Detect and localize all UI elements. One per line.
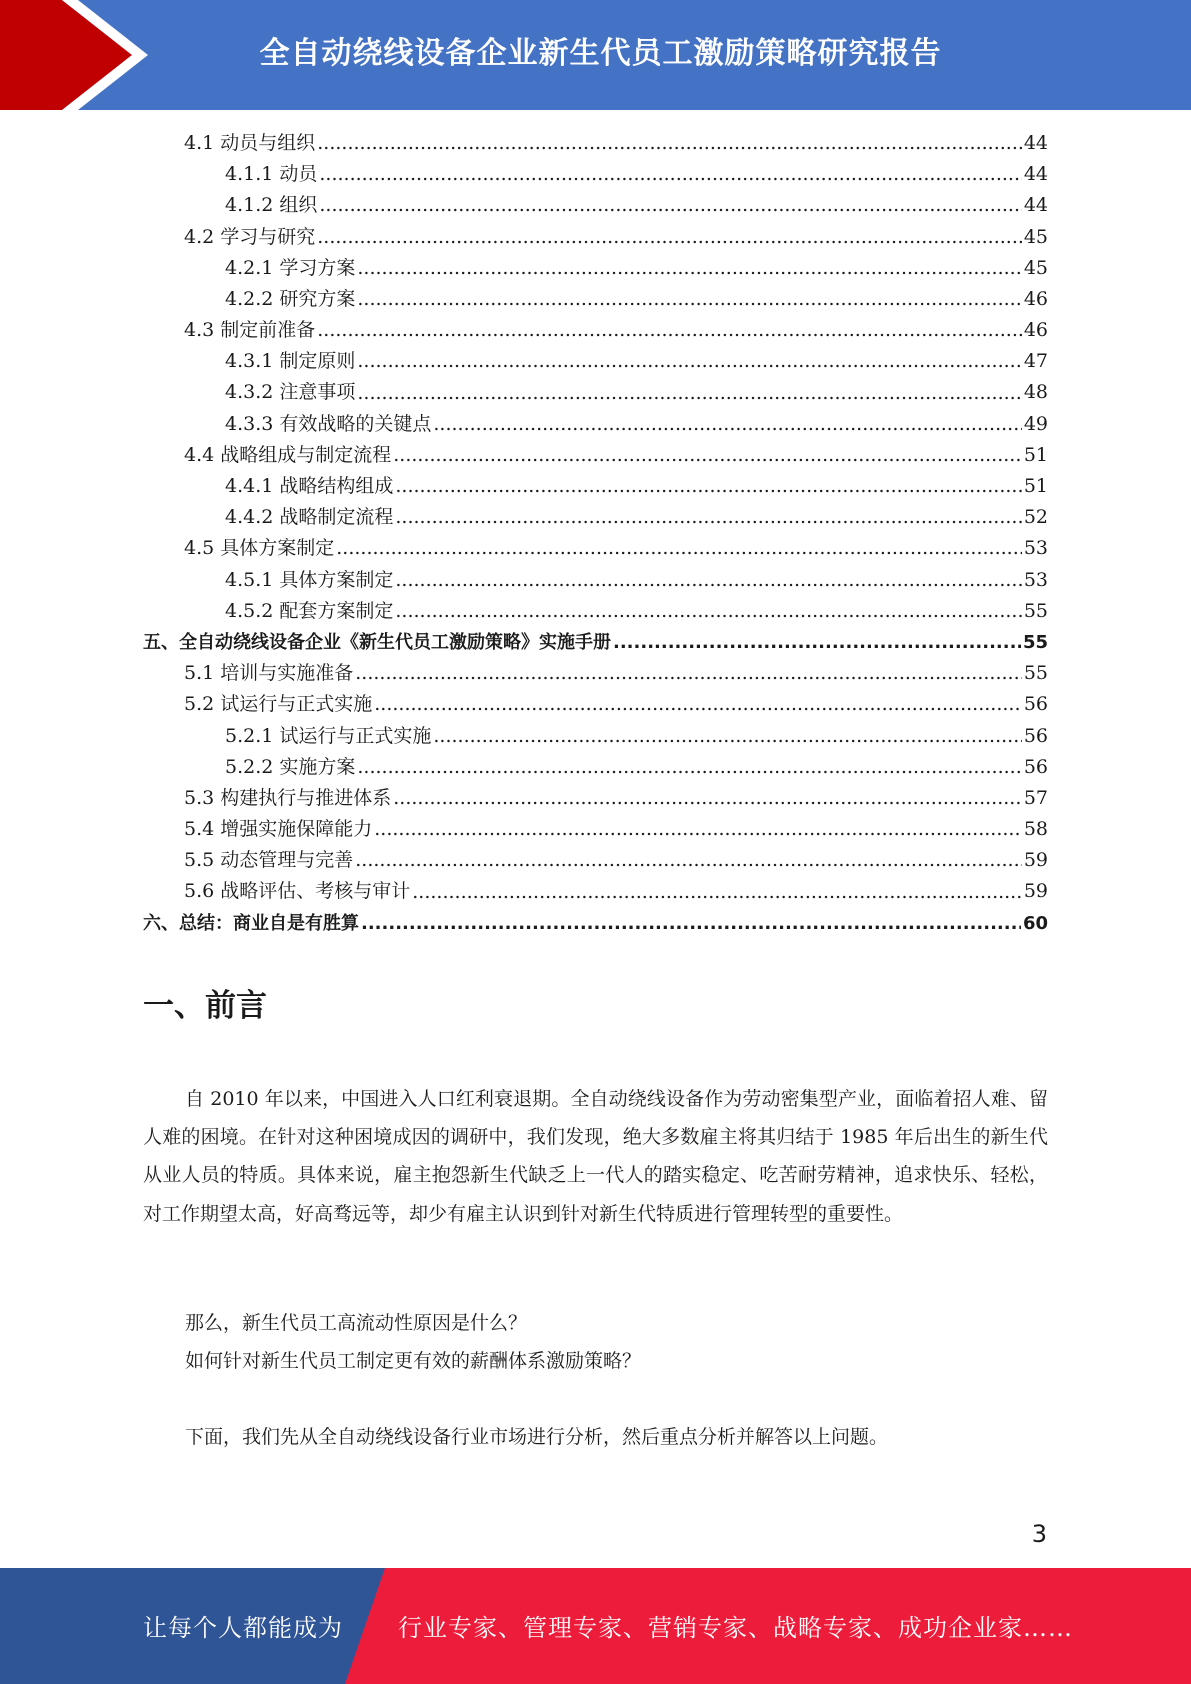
toc-dot-leader — [357, 253, 1021, 284]
toc-entry[interactable] — [143, 190, 1048, 221]
intro-paragraph: 自 2010 年以来，中国进入人口红利衰退期。全自动绕线设备作为劳动密集型产业，面临着招人难、留人难的困境。在针对这种困境成因的调研中，我们发现，绝大多数雇主将其归结于 1985 年后出生的新生代从业人员的特质。具体来说，雇主抱怨新生代缺乏上一代人的踏实稳定、吃苦耐劳精神，追求快乐、轻松，对工作期望太高，好高骛远等，却少有雇主认识到针对新生代特质进行管理转型的重要性。 — [143, 1088, 1048, 1225]
toc-entry-page: 46 — [1023, 287, 1048, 310]
toc-dot-leader — [393, 440, 1022, 471]
toc-entry-page: 49 — [1023, 412, 1048, 435]
toc-entry[interactable] — [143, 502, 1048, 533]
toc-entry[interactable] — [143, 533, 1048, 564]
toc-entry-page: 57 — [1023, 786, 1048, 809]
toc-entry[interactable] — [143, 284, 1048, 315]
toc-dot-leader — [412, 877, 1022, 908]
page-footer — [0, 1568, 1191, 1684]
question-line-1: 那么，新生代员工高流动性原因是什么？ — [185, 1312, 528, 1334]
toc-dot-leader — [613, 627, 1021, 658]
toc-entry-label: 5.6 战略评估、考核与审计 — [184, 880, 411, 903]
toc-dot-leader — [393, 783, 1022, 814]
toc-entry[interactable] — [143, 908, 1048, 939]
toc-dot-leader — [319, 159, 1021, 190]
toc-entry-label: 4.2.2 研究方案 — [225, 287, 356, 310]
toc-entry-label: 六、总结：商业自是有胜算 — [143, 912, 359, 934]
toc-entry-label: 4.1 动员与组织 — [184, 131, 316, 154]
toc-entry-label: 4.3.2 注意事项 — [225, 381, 356, 404]
toc-entry-label: 4.5 具体方案制定 — [184, 537, 335, 560]
page-header — [0, 0, 1191, 110]
toc-entry-page: 56 — [1023, 724, 1048, 747]
toc-entry-label: 4.4.2 战略制定流程 — [225, 506, 394, 529]
toc-entry-label: 4.4 战略组成与制定流程 — [184, 443, 392, 466]
footer-slogan-left: 让每个人都能成为 — [143, 1614, 343, 1642]
transition-paragraph: 下面，我们先从全自动绕线设备行业市场进行分析，然后重点分析并解答以上问题。 — [185, 1426, 889, 1448]
question-line-2: 如何针对新生代员工制定更有效的薪酬体系激励策略？ — [185, 1350, 642, 1372]
toc-entry[interactable] — [143, 814, 1048, 845]
toc-entry-label: 4.3.1 制定原则 — [225, 350, 356, 373]
toc-entry-page: 56 — [1023, 693, 1048, 716]
toc-entry-page: 60 — [1022, 912, 1048, 934]
toc-dot-leader — [357, 346, 1021, 377]
toc-entry-page: 55 — [1023, 662, 1048, 685]
toc-dot-leader — [395, 596, 1021, 627]
toc-entry[interactable] — [143, 721, 1048, 752]
toc-entry-page: 44 — [1023, 163, 1048, 186]
toc-dot-leader — [361, 908, 1021, 939]
toc-entry-page: 55 — [1022, 631, 1048, 653]
toc-entry-label: 5.3 构建执行与推进体系 — [184, 786, 392, 809]
toc-entry-label: 4.5.1 具体方案制定 — [225, 568, 394, 591]
toc-entry-label: 4.2.1 学习方案 — [225, 256, 356, 279]
toc-entry[interactable] — [143, 222, 1048, 253]
toc-dot-leader — [374, 689, 1022, 720]
toc-entry-label: 4.3.3 有效战略的关键点 — [225, 412, 432, 435]
toc-entry-label: 5.2.1 试运行与正式实施 — [225, 724, 432, 747]
toc-entry-label: 4.5.2 配套方案制定 — [225, 599, 394, 622]
toc-dot-leader — [433, 409, 1021, 440]
toc-entry-page: 58 — [1023, 818, 1048, 841]
toc-entry-label: 5.5 动态管理与完善 — [184, 849, 354, 872]
toc-entry[interactable] — [143, 253, 1048, 284]
footer-slogan-right: 行业专家、管理专家、营销专家、战略专家、成功企业家…… — [398, 1614, 1073, 1642]
toc-dot-leader — [357, 752, 1021, 783]
toc-entry-label: 4.1.2 组织 — [225, 194, 318, 217]
toc-entry[interactable] — [143, 689, 1048, 720]
toc-entry-page: 47 — [1023, 350, 1048, 373]
toc-entry[interactable] — [143, 315, 1048, 346]
toc-entry-page: 51 — [1023, 443, 1048, 466]
toc-entry[interactable] — [143, 596, 1048, 627]
toc-entry-label: 5.2.2 实施方案 — [225, 755, 356, 778]
toc-entry-label: 4.3 制定前准备 — [184, 319, 316, 342]
toc-entry-page: 55 — [1023, 599, 1048, 622]
toc-entry[interactable] — [143, 128, 1048, 159]
document-title: 全自动绕线设备企业新生代员工激励策略研究报告 — [259, 36, 942, 71]
toc-entry[interactable] — [143, 346, 1048, 377]
toc-entry-page: 59 — [1023, 880, 1048, 903]
toc-entry-page: 53 — [1023, 568, 1048, 591]
toc-entry-label: 4.4.1 战略结构组成 — [225, 475, 394, 498]
toc-entry-page: 44 — [1023, 131, 1048, 154]
toc-entry-label: 4.2 学习与研究 — [184, 225, 316, 248]
toc-entry-page: 46 — [1023, 319, 1048, 342]
toc-dot-leader — [395, 565, 1021, 596]
table-of-contents — [143, 128, 1048, 939]
toc-dot-leader — [395, 502, 1021, 533]
toc-dot-leader — [317, 128, 1022, 159]
toc-dot-leader — [374, 814, 1022, 845]
toc-entry-label: 5.4 增强实施保障能力 — [184, 818, 373, 841]
toc-dot-leader — [395, 471, 1021, 502]
toc-entry-label: 4.1.1 动员 — [225, 163, 318, 186]
toc-entry-label: 五、全自动绕线设备企业《新生代员工激励策略》实施手册 — [143, 631, 611, 653]
toc-entry[interactable] — [143, 783, 1048, 814]
toc-entry[interactable] — [143, 159, 1048, 190]
toc-entry-page: 44 — [1023, 194, 1048, 217]
toc-entry-page: 45 — [1023, 225, 1048, 248]
toc-entry[interactable] — [143, 877, 1048, 908]
toc-dot-leader — [336, 533, 1022, 564]
toc-entry-label: 5.1 培训与实施准备 — [184, 662, 354, 685]
section-heading: 一、前言 — [143, 988, 267, 1024]
page-number: 3 — [1031, 1520, 1047, 1548]
toc-dot-leader — [317, 222, 1022, 253]
toc-entry[interactable] — [143, 378, 1048, 409]
toc-dot-leader — [317, 315, 1022, 346]
toc-entry-page: 56 — [1023, 755, 1048, 778]
toc-dot-leader — [357, 378, 1021, 409]
toc-entry-page: 51 — [1023, 475, 1048, 498]
toc-entry[interactable] — [143, 627, 1048, 658]
toc-entry-page: 59 — [1023, 849, 1048, 872]
toc-entry[interactable] — [143, 565, 1048, 596]
toc-entry-page: 52 — [1023, 506, 1048, 529]
toc-dot-leader — [355, 658, 1022, 689]
toc-entry-page: 45 — [1023, 256, 1048, 279]
toc-entry[interactable] — [143, 471, 1048, 502]
toc-entry[interactable] — [143, 440, 1048, 471]
toc-entry-label: 5.2 试运行与正式实施 — [184, 693, 373, 716]
toc-entry[interactable] — [143, 658, 1048, 689]
toc-dot-leader — [355, 845, 1022, 876]
toc-entry-page: 53 — [1023, 537, 1048, 560]
toc-entry[interactable] — [143, 752, 1048, 783]
toc-entry[interactable] — [143, 845, 1048, 876]
toc-dot-leader — [357, 284, 1021, 315]
toc-dot-leader — [319, 190, 1021, 221]
toc-entry-page: 48 — [1023, 381, 1048, 404]
toc-dot-leader — [433, 721, 1021, 752]
toc-entry[interactable] — [143, 409, 1048, 440]
